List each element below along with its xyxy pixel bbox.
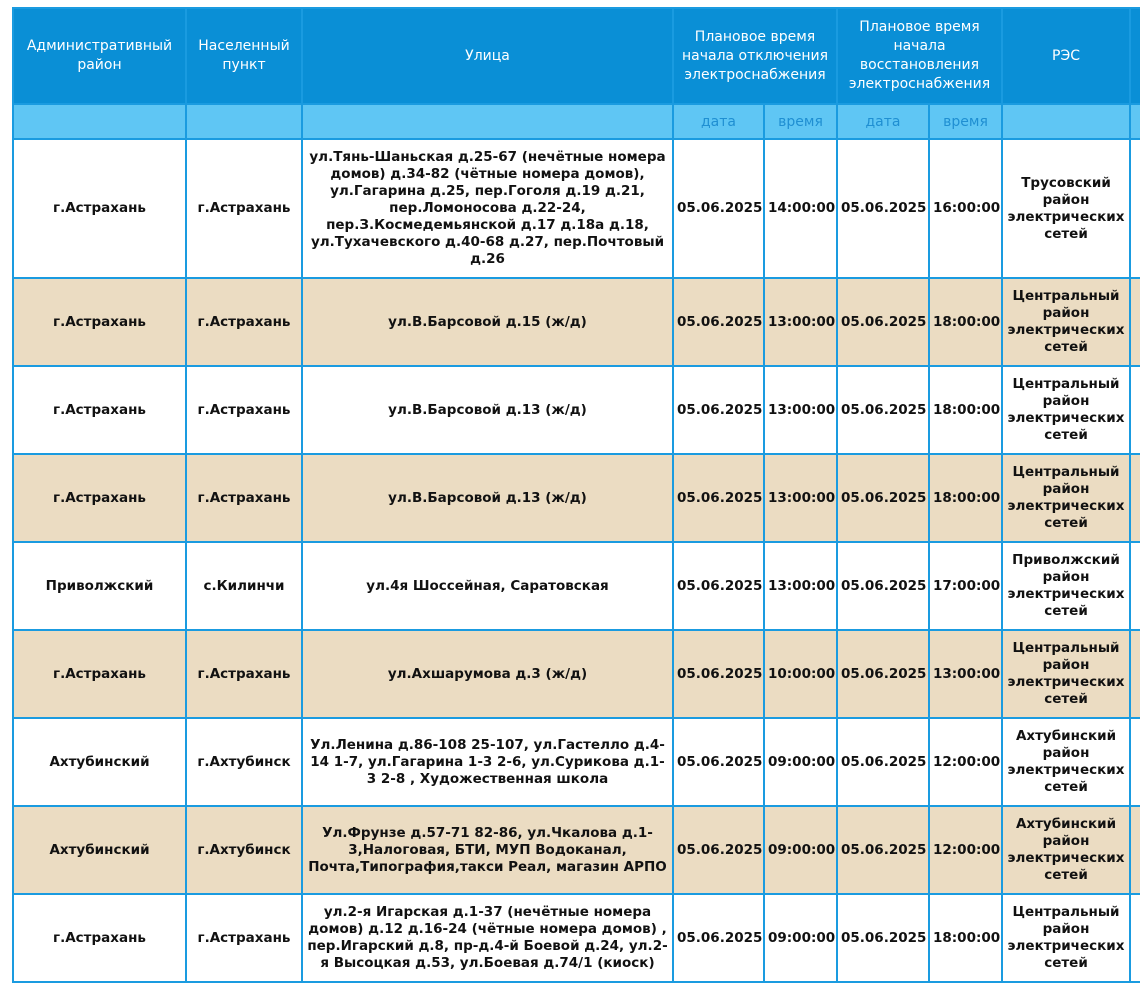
res-cell: Центральный район электрических сетей bbox=[1002, 894, 1130, 982]
street-cell: ул.В.Барсовой д.13 (ж/д) bbox=[302, 366, 673, 454]
off-date-cell: 05.06.2025 bbox=[673, 630, 764, 718]
off-date-cell: 05.06.2025 bbox=[673, 894, 764, 982]
street-cell: ул.Ахшарумова д.3 (ж/д) bbox=[302, 630, 673, 718]
subheader-empty bbox=[302, 104, 673, 139]
subheader-empty bbox=[1130, 104, 1140, 139]
on-date-cell: 05.06.2025 bbox=[837, 630, 929, 718]
header-locality: Населенный пункт bbox=[186, 8, 302, 104]
street-cell: ул.Тянь-Шаньская д.25-67 (нечётные номера домов) д.34-82 (чётные номера домов), ул.Гагарина д.25, пер.Гоголя д.19 д.21, пер.Ломоносова д.22-24, пер.З.Космедемьянской д.17 д.18а д.18, ул.Тухачевского д.40-68 д.27, пер.Почтовый д.26 bbox=[302, 139, 673, 278]
on-date-cell: 05.06.2025 bbox=[837, 454, 929, 542]
district-cell: г.Астрахань bbox=[13, 894, 186, 982]
locality-cell: г.Астрахань bbox=[186, 278, 302, 366]
res-cell: Центральный район электрических сетей bbox=[1002, 278, 1130, 366]
on-date-cell: 05.06.2025 bbox=[837, 139, 929, 278]
on-date-cell: 05.06.2025 bbox=[837, 806, 929, 894]
on-date-cell: 05.06.2025 bbox=[837, 366, 929, 454]
subheader-off-time: время bbox=[764, 104, 837, 139]
street-cell: Ул.Ленина д.86-108 25-107, ул.Гастелло д.4-14 1-7, ул.Гагарина 1-3 2-6, ул.Сурикова д.1-3 2-8 , Художественная школа bbox=[302, 718, 673, 806]
on-date-cell: 05.06.2025 bbox=[837, 718, 929, 806]
off-time-cell: 13:00:00 bbox=[764, 278, 837, 366]
on-time-cell: 18:00:00 bbox=[929, 454, 1002, 542]
extra-cell bbox=[1130, 894, 1140, 982]
subheader-empty bbox=[13, 104, 186, 139]
subheader-row bbox=[13, 104, 1140, 139]
locality-cell: г.Ахтубинск bbox=[186, 718, 302, 806]
outage-schedule-table bbox=[12, 7, 1140, 983]
header-res: РЭС bbox=[1002, 8, 1130, 104]
locality-cell: г.Астрахань bbox=[186, 894, 302, 982]
header-street: Улица bbox=[302, 8, 673, 104]
off-time-cell: 09:00:00 bbox=[764, 718, 837, 806]
header-off-time: Плановое время начала отключения электроснабжения bbox=[673, 8, 837, 104]
off-time-cell: 13:00:00 bbox=[764, 366, 837, 454]
on-date-cell: 05.06.2025 bbox=[837, 542, 929, 630]
street-cell: ул.2-я Игарская д.1-37 (нечётные номера домов) д.12 д.16-24 (чётные номера домов) , пер.Игарский д.8, пр-д.4-й Боевой д.24, ул.2-я Высоцкая д.53, ул.Боевая д.74/1 (киоск) bbox=[302, 894, 673, 982]
off-time-cell: 14:00:00 bbox=[764, 139, 837, 278]
res-cell: Центральный район электрических сетей bbox=[1002, 454, 1130, 542]
on-time-cell: 12:00:00 bbox=[929, 718, 1002, 806]
street-cell: ул.4я Шоссейная, Саратовская bbox=[302, 542, 673, 630]
off-date-cell: 05.06.2025 bbox=[673, 542, 764, 630]
off-time-cell: 10:00:00 bbox=[764, 630, 837, 718]
extra-cell bbox=[1130, 542, 1140, 630]
header-extra bbox=[1130, 8, 1140, 104]
res-cell: Центральный район электрических сетей bbox=[1002, 630, 1130, 718]
extra-cell bbox=[1130, 806, 1140, 894]
on-time-cell: 12:00:00 bbox=[929, 806, 1002, 894]
on-date-cell: 05.06.2025 bbox=[837, 894, 929, 982]
table-row bbox=[13, 894, 1140, 982]
table-row bbox=[13, 139, 1140, 278]
locality-cell: г.Астрахань bbox=[186, 630, 302, 718]
locality-cell: с.Килинчи bbox=[186, 542, 302, 630]
locality-cell: г.Астрахань bbox=[186, 139, 302, 278]
off-time-cell: 09:00:00 bbox=[764, 894, 837, 982]
locality-cell: г.Ахтубинск bbox=[186, 806, 302, 894]
table-row bbox=[13, 454, 1140, 542]
extra-cell bbox=[1130, 278, 1140, 366]
on-time-cell: 17:00:00 bbox=[929, 542, 1002, 630]
res-cell: Ахтубинский район электрических сетей bbox=[1002, 806, 1130, 894]
district-cell: г.Астрахань bbox=[13, 454, 186, 542]
subheader-empty bbox=[1002, 104, 1130, 139]
extra-cell bbox=[1130, 454, 1140, 542]
locality-cell: г.Астрахань bbox=[186, 454, 302, 542]
district-cell: Приволжский bbox=[13, 542, 186, 630]
table-row bbox=[13, 630, 1140, 718]
header-district: Административный район bbox=[13, 8, 186, 104]
off-date-cell: 05.06.2025 bbox=[673, 454, 764, 542]
subheader-on-date: дата bbox=[837, 104, 929, 139]
on-time-cell: 18:00:00 bbox=[929, 366, 1002, 454]
off-date-cell: 05.06.2025 bbox=[673, 718, 764, 806]
on-date-cell: 05.06.2025 bbox=[837, 278, 929, 366]
on-time-cell: 18:00:00 bbox=[929, 278, 1002, 366]
table-row bbox=[13, 806, 1140, 894]
header-on-time: Плановое время начала восстановления электроснабжения bbox=[837, 8, 1002, 104]
table-row bbox=[13, 278, 1140, 366]
subheader-empty bbox=[186, 104, 302, 139]
res-cell: Ахтубинский район электрических сетей bbox=[1002, 718, 1130, 806]
subheader-on-time: время bbox=[929, 104, 1002, 139]
off-time-cell: 13:00:00 bbox=[764, 542, 837, 630]
table-row bbox=[13, 542, 1140, 630]
off-time-cell: 09:00:00 bbox=[764, 806, 837, 894]
on-time-cell: 13:00:00 bbox=[929, 630, 1002, 718]
extra-cell bbox=[1130, 718, 1140, 806]
off-date-cell: 05.06.2025 bbox=[673, 366, 764, 454]
district-cell: г.Астрахань bbox=[13, 630, 186, 718]
header-row bbox=[13, 8, 1140, 104]
street-cell: ул.В.Барсовой д.13 (ж/д) bbox=[302, 454, 673, 542]
off-date-cell: 05.06.2025 bbox=[673, 806, 764, 894]
district-cell: г.Астрахань bbox=[13, 278, 186, 366]
res-cell: Трусовский район электрических сетей bbox=[1002, 139, 1130, 278]
extra-cell bbox=[1130, 630, 1140, 718]
extra-cell bbox=[1130, 366, 1140, 454]
res-cell: Центральный район электрических сетей bbox=[1002, 366, 1130, 454]
district-cell: г.Астрахань bbox=[13, 139, 186, 278]
off-date-cell: 05.06.2025 bbox=[673, 278, 764, 366]
res-cell: Приволжский район электрических сетей bbox=[1002, 542, 1130, 630]
district-cell: Ахтубинский bbox=[13, 806, 186, 894]
on-time-cell: 16:00:00 bbox=[929, 139, 1002, 278]
locality-cell: г.Астрахань bbox=[186, 366, 302, 454]
off-date-cell: 05.06.2025 bbox=[673, 139, 764, 278]
table-row bbox=[13, 718, 1140, 806]
extra-cell bbox=[1130, 139, 1140, 278]
table-row bbox=[13, 366, 1140, 454]
subheader-off-date: дата bbox=[673, 104, 764, 139]
street-cell: ул.В.Барсовой д.15 (ж/д) bbox=[302, 278, 673, 366]
on-time-cell: 18:00:00 bbox=[929, 894, 1002, 982]
off-time-cell: 13:00:00 bbox=[764, 454, 837, 542]
district-cell: Ахтубинский bbox=[13, 718, 186, 806]
street-cell: Ул.Фрунзе д.57-71 82-86, ул.Чкалова д.1-3,Налоговая, БТИ, МУП Водоканал, Почта,Типография,такси Реал, магазин АРПО bbox=[302, 806, 673, 894]
district-cell: г.Астрахань bbox=[13, 366, 186, 454]
